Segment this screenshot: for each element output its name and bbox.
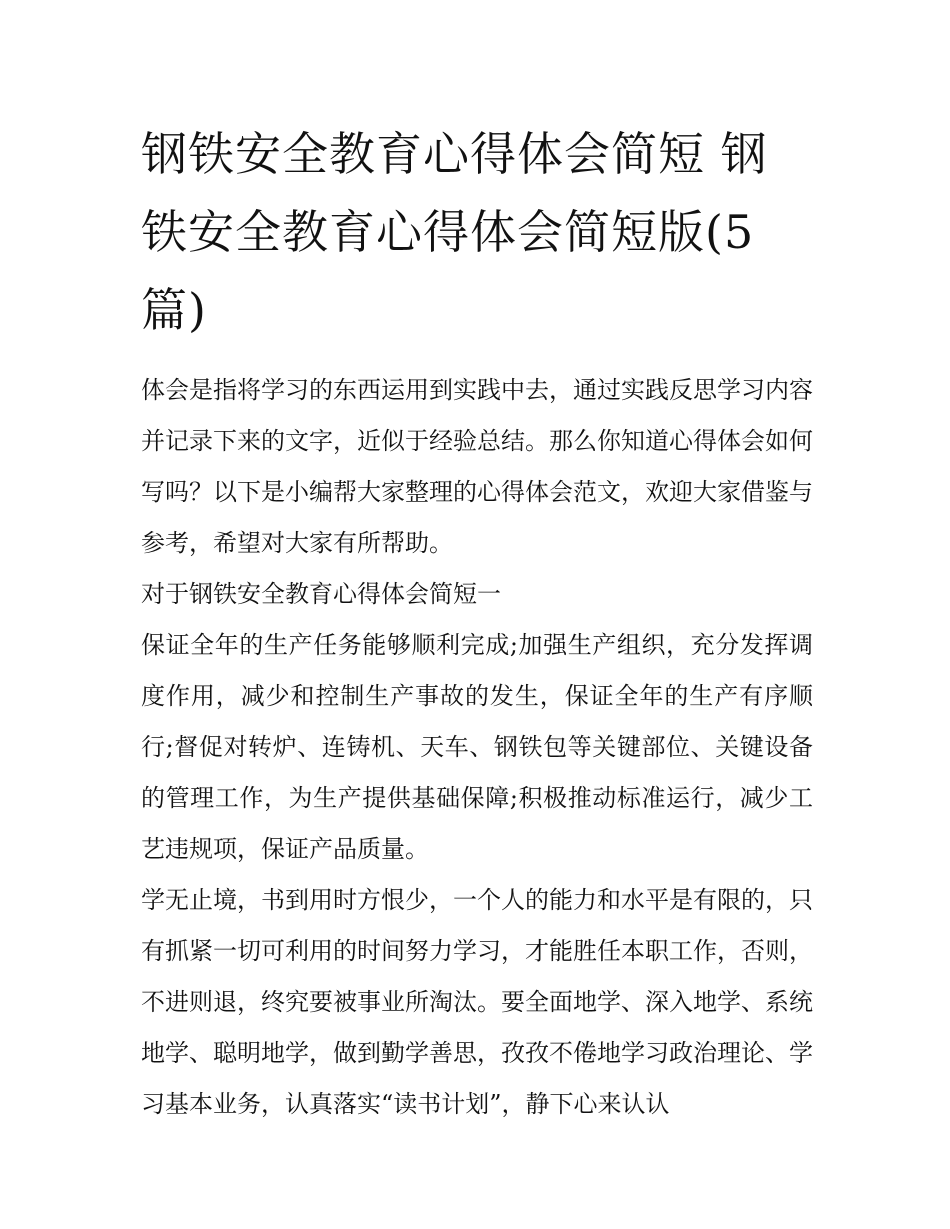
intro-paragraph: 体会是指将学习的东西运用到实践中去，通过实践反思学习内容并记录下来的文字，近似于经验总结。那么你知道心得体会如何写吗？以下是小编帮大家整理的心得体会范文，欢迎大家借鉴与参考，希望对大家有所帮助。	[141, 376, 813, 557]
body-paragraph: 保证全年的生产任务能够顺利完成;加强生产组织，充分发挥调度作用，减少和控制生产事故的发生，保证全年的生产有序顺行;督促对转炉、连铸机、天车、钢铁包等关键部位、关键设备的管理工作，为生产提供基础保障;积极推动标准运行，减少工艺违规项，保证产品质量。	[141, 631, 813, 863]
document-title: 钢铁安全教育心得体会简短 钢铁安全教育心得体会简短版(5篇)	[141, 127, 768, 337]
body-paragraph: 学无止境，书到用时方恨少，一个人的能力和水平是有限的，只有抓紧一切可利用的时间努力学习，才能胜任本职工作，否则，不进则退，终究要被事业所淘汰。要全面地学、深入地学、系统地学、聪明地学，做到勤学善思，孜孜不倦地学习政治理论、学习基本业务，认真落实“读书计划”，静下心来认认	[141, 886, 813, 1118]
section-heading: 对于钢铁安全教育心得体会简短一	[141, 580, 501, 608]
document-content	[141, 115, 813, 1130]
